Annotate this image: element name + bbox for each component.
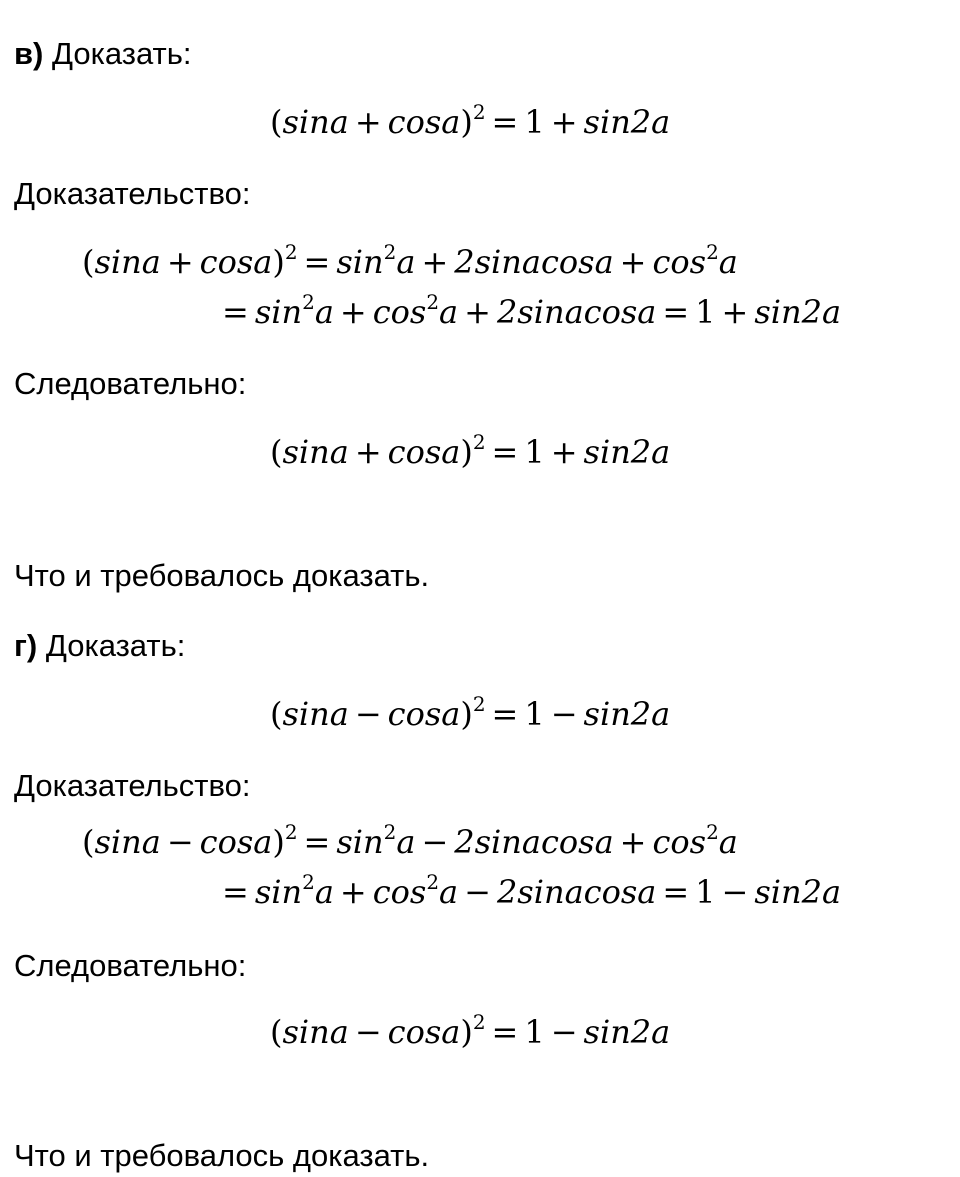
exponent: 2 [472, 100, 486, 124]
rhs-term: sin2a [583, 433, 671, 471]
equals-sign: = [662, 293, 690, 331]
lhs-term-b: cosa [199, 823, 273, 861]
lhs-term-a: sina [282, 695, 349, 733]
operator: − [550, 1013, 578, 1051]
part-v-conclusion-label: Следовательно: [14, 366, 247, 401]
equals-sign: = [303, 243, 331, 281]
variable: a [314, 293, 334, 331]
equals-sign: = [303, 823, 331, 861]
lhs-term-a: sina [94, 243, 161, 281]
operator: + [339, 873, 367, 911]
operator: + [550, 103, 578, 141]
part-v-proof-line-1: $(\sin a + \cos a)^2 = \sin^2a$ + 2sinacosa + $\cos^2a$ [82, 240, 738, 281]
operator: − [354, 695, 382, 733]
sin-term: sin [336, 243, 384, 281]
rhs-term: sin2a [754, 293, 842, 331]
equals-sign: = [222, 873, 249, 911]
lhs-term-b: cosa [387, 695, 461, 733]
equals-sign: = [491, 695, 519, 733]
operator: + [550, 433, 578, 471]
part-v-heading [14, 38, 191, 69]
operator: + [421, 243, 449, 281]
part-g-conclusion: $(\sin a - \cos a)^2 = 1 - \sin 2a$ [270, 1010, 671, 1051]
operator: + [464, 293, 491, 331]
exponent: 2 [302, 870, 315, 894]
variable: a [439, 293, 459, 331]
operator: + [166, 243, 194, 281]
part-g-conclusion-label: Следовательно: [14, 948, 247, 983]
variable: a [314, 873, 334, 911]
sin-term: sin [254, 293, 303, 331]
operator: + [619, 243, 647, 281]
equals-sign: = [491, 103, 519, 141]
part-g-heading-text: Доказать: [45, 628, 186, 663]
exponent: 2 [302, 290, 315, 314]
exponent: 2 [284, 820, 298, 844]
operator: − [354, 1013, 382, 1051]
operator: − [166, 823, 194, 861]
operator: − [421, 823, 449, 861]
rhs-one: 1 [524, 695, 545, 733]
exponent: 2 [706, 240, 719, 264]
part-v-qed: Что и требовалось доказать. [14, 558, 430, 593]
part-v-statement: $(\sin a + \cos a)^2 = 1 + \sin 2a$ [270, 100, 671, 141]
lhs-term-a: sina [282, 433, 349, 471]
lhs-term-a: sina [282, 103, 349, 141]
lhs-term-a: sina [94, 823, 161, 861]
lhs-term-b: cosa [387, 103, 461, 141]
exponent: 2 [284, 240, 298, 264]
exponent: 2 [426, 870, 440, 894]
rhs-term: sin2a [754, 873, 842, 911]
sin-term: sin [336, 823, 384, 861]
operator: + [354, 433, 382, 471]
part-v-proof-label: Доказательство: [14, 176, 251, 211]
operator: + [619, 823, 647, 861]
lhs-term-a: sina [282, 1013, 349, 1051]
rhs-one: 1 [524, 103, 545, 141]
part-g-proof-label: Доказательство: [14, 768, 251, 803]
operator: + [354, 103, 382, 141]
product-term: 2sinacosa [496, 873, 657, 911]
part-v-label: в) [14, 36, 44, 71]
variable: a [396, 243, 416, 281]
product-term: 2sinacosa [454, 243, 614, 281]
part-v-heading-text: Доказать: [52, 36, 192, 71]
part-v-conclusion: $(\sin a + \cos a)^2 = 1 + \sin 2a$ [270, 430, 671, 471]
cos-term: cos [652, 243, 707, 281]
equals-sign: = [222, 293, 249, 331]
rhs-term: sin2a [583, 1013, 671, 1051]
lhs-term-b: cosa [199, 243, 273, 281]
part-v-proof-line-2 [222, 290, 842, 331]
exponent: 2 [472, 430, 486, 454]
operator: − [550, 695, 578, 733]
cos-term: cos [372, 873, 427, 911]
sin-term: sin [254, 873, 303, 911]
equals-sign: = [491, 433, 519, 471]
lhs-term-b: cosa [387, 1013, 461, 1051]
product-term: 2sinacosa [454, 823, 614, 861]
part-g-proof-line-1: $(\sin a - \cos a)^2 = \sin^2a$ − 2sinacosa + $\cos^2a$ [82, 820, 738, 861]
rhs-one: 1 [695, 873, 716, 911]
part-g-heading [14, 630, 185, 661]
operator: + [721, 293, 749, 331]
cos-term: cos [372, 293, 427, 331]
part-g-qed: Что и требовалось доказать. [14, 1138, 430, 1173]
lhs-term-b: cosa [387, 433, 461, 471]
rhs-term: sin2a [583, 695, 671, 733]
rhs-one: 1 [524, 1013, 545, 1051]
equals-sign: = [662, 873, 690, 911]
product-term: 2sinacosa [496, 293, 657, 331]
variable: a [718, 823, 738, 861]
part-g-label: г) [14, 628, 38, 663]
exponent: 2 [472, 1010, 486, 1034]
variable: a [718, 243, 738, 281]
exponent: 2 [426, 290, 440, 314]
exponent: 2 [472, 692, 486, 716]
exponent: 2 [383, 240, 397, 264]
operator: + [339, 293, 367, 331]
operator: − [721, 873, 749, 911]
part-g-statement: $(\sin a - \cos a)^2 = 1 - \sin 2a$ [270, 692, 671, 733]
variable: a [396, 823, 416, 861]
cos-term: cos [652, 823, 707, 861]
rhs-term: sin2a [583, 103, 671, 141]
part-g-proof-line-2 [222, 870, 842, 911]
rhs-one: 1 [695, 293, 716, 331]
equals-sign: = [491, 1013, 519, 1051]
variable: a [439, 873, 459, 911]
operator: − [464, 873, 491, 911]
exponent: 2 [383, 820, 397, 844]
rhs-one: 1 [524, 433, 545, 471]
exponent: 2 [706, 820, 719, 844]
